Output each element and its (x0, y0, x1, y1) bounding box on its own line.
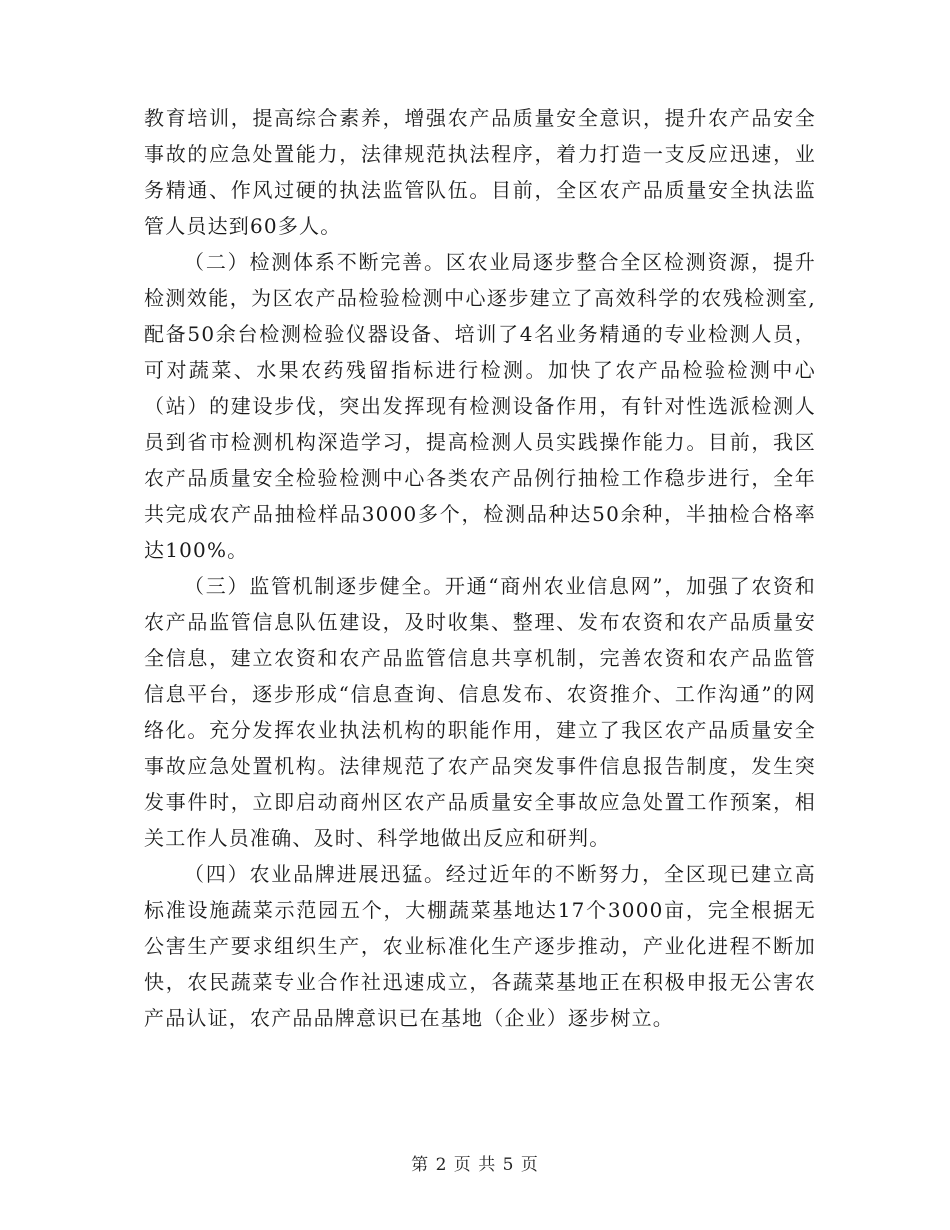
document-body (144, 100, 816, 1036)
paragraph-testing-system: （二）检测体系不断完善。区农业局逐步整合全区检测资源，提升检测效能，为区农产品检验检测中心逐步建立了高效科学的农残检测室,配备50余台检测检验仪器设备、培训了4名业务精通的专业检测人员，可对蔬菜、水果农药残留指标进行检测。加快了农产品检验检测中心（站）的建设步伐，突出发挥现有检测设备作用，有针对性选派检测人员到省市检测机构深造学习，提高检测人员实践操作能力。目前，我区农产品质量安全检验检测中心各类农产品例行抽检工作稳步进行，全年共完成农产品抽检样品3000多个，检测品种达50余种，半抽检合格率达100%。 (144, 250, 816, 562)
paragraph-agricultural-brand: （四）农业品牌进展迅猛。经过近年的不断努力，全区现已建立高标准设施蔬菜示范园五个，大棚蔬菜基地达17个3000亩，完全根据无公害生产要求组织生产，农业标准化生产逐步推动，产业化进程不断加快，农民蔬菜专业合作社迅速成立，各蔬菜基地正在积极申报无公害农产品认证，农产品品牌意识已在基地（企业）逐步树立。 (144, 862, 816, 1030)
paragraph-supervision-mechanism: （三）监管机制逐步健全。开通“商州农业信息网”，加强了农资和农产品监管信息队伍建设，及时收集、整理、发布农资和农产品质量安全信息，建立农资和农产品监管信息共享机制，完善农资和农产品监管信息平台，逐步形成“信息查询、信息发布、农资推介、工作沟通”的网络化。充分发挥农业执法机构的职能作用，建立了我区农产品质量安全事故应急处置机构。法律规范了农产品突发事件信息报告制度，发生突发事件时，立即启动商州区农产品质量安全事故应急处置工作预案，相关工作人员准确、及时、科学地做出反应和研判。 (144, 574, 816, 850)
page-number-footer: 第 2 页 共 5 页 (411, 1155, 539, 1175)
paragraph-continued-training: 教育培训，提高综合素养，增强农产品质量安全意识，提升农产品安全事故的应急处置能力，法律规范执法程序，着力打造一支反应迅速，业务精通、作风过硬的执法监管队伍。目前，全区农产品质量安全执法监管人员达到60多人。 (144, 106, 816, 238)
